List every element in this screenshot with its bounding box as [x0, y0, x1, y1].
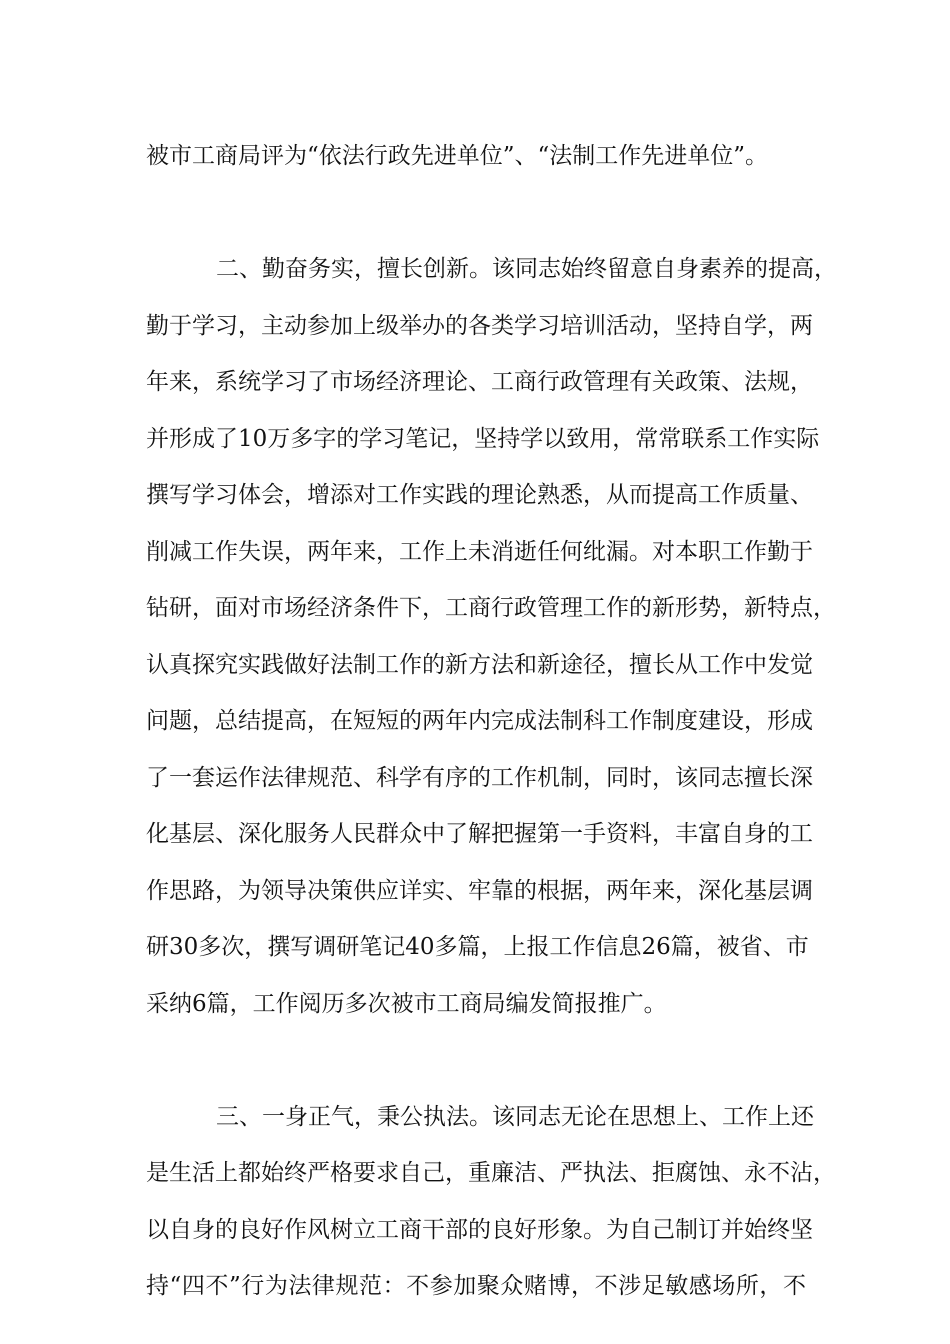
text-line: 撰写学习体会，增添对工作实践的理论熟悉，从而提高工作质量、	[146, 482, 813, 508]
text-line: 认真探究实践做好法制工作的新方法和新途径，擅长从工作中发觉	[146, 651, 813, 678]
text-line: 研30多次，撰写调研笔记40多篇，上报工作信息26篇，被省、市	[146, 934, 809, 960]
text-line: 是生活上都始终严格要求自己，重廉洁、严执法、拒腐蚀、永不沾，	[146, 1160, 836, 1186]
text-line: 以自身的良好作风树立工商干部的良好形象。为自己制订并始终坚	[146, 1216, 813, 1243]
text-line: 勤于学习，主动参加上级举办的各类学习培训活动，坚持自学，两	[146, 312, 813, 339]
text-line: 持“四不”行为法律规范：不参加聚众赌博，不涉足敏感场所，不	[146, 1273, 806, 1299]
paragraph-gap	[146, 1032, 806, 1089]
text-line: 并形成了10万多字的学习笔记，坚持学以致用，常常联系工作实际	[146, 425, 820, 452]
text-line: 被市工商局评为“依法行政先进单位”、“法制工作先进单位”。	[146, 143, 769, 169]
text-line: 钻研，面对市场经济条件下，工商行政管理工作的新形势，新特点，	[146, 595, 836, 621]
text-line: 采纳6篇，工作阅历多次被市工商局编发简报推广。	[146, 990, 667, 1017]
document-body	[146, 128, 837, 1315]
paragraph-gap	[146, 185, 806, 242]
text-line: 问题，总结提高，在短短的两年内完成法制科工作制度建设，形成	[146, 708, 813, 734]
text-line: 了一套运作法律规范、科学有序的工作机制，同时，该同志擅长深	[146, 764, 813, 791]
text-line: 化基层、深化服务人民群众中了解把握第一手资料，丰富自身的工	[146, 821, 813, 847]
paragraph-2-first-line: 二、勤奋务实，擅长创新。该同志始终留意自身素养的提高，	[216, 256, 837, 282]
text-line: 削减工作失误，两年来，工作上未消逝任何纰漏。对本职工作勤于	[146, 538, 813, 565]
text-line: 作思路，为领导决策供应详实、牢靠的根据，两年来，深化基层调	[146, 877, 813, 904]
paragraph-3-first-line: 三、一身正气，秉公执法。该同志无论在思想上、工作上还	[216, 1103, 814, 1130]
text-line: 年来，系统学习了市场经济理论、工商行政管理有关政策、法规，	[146, 369, 813, 395]
